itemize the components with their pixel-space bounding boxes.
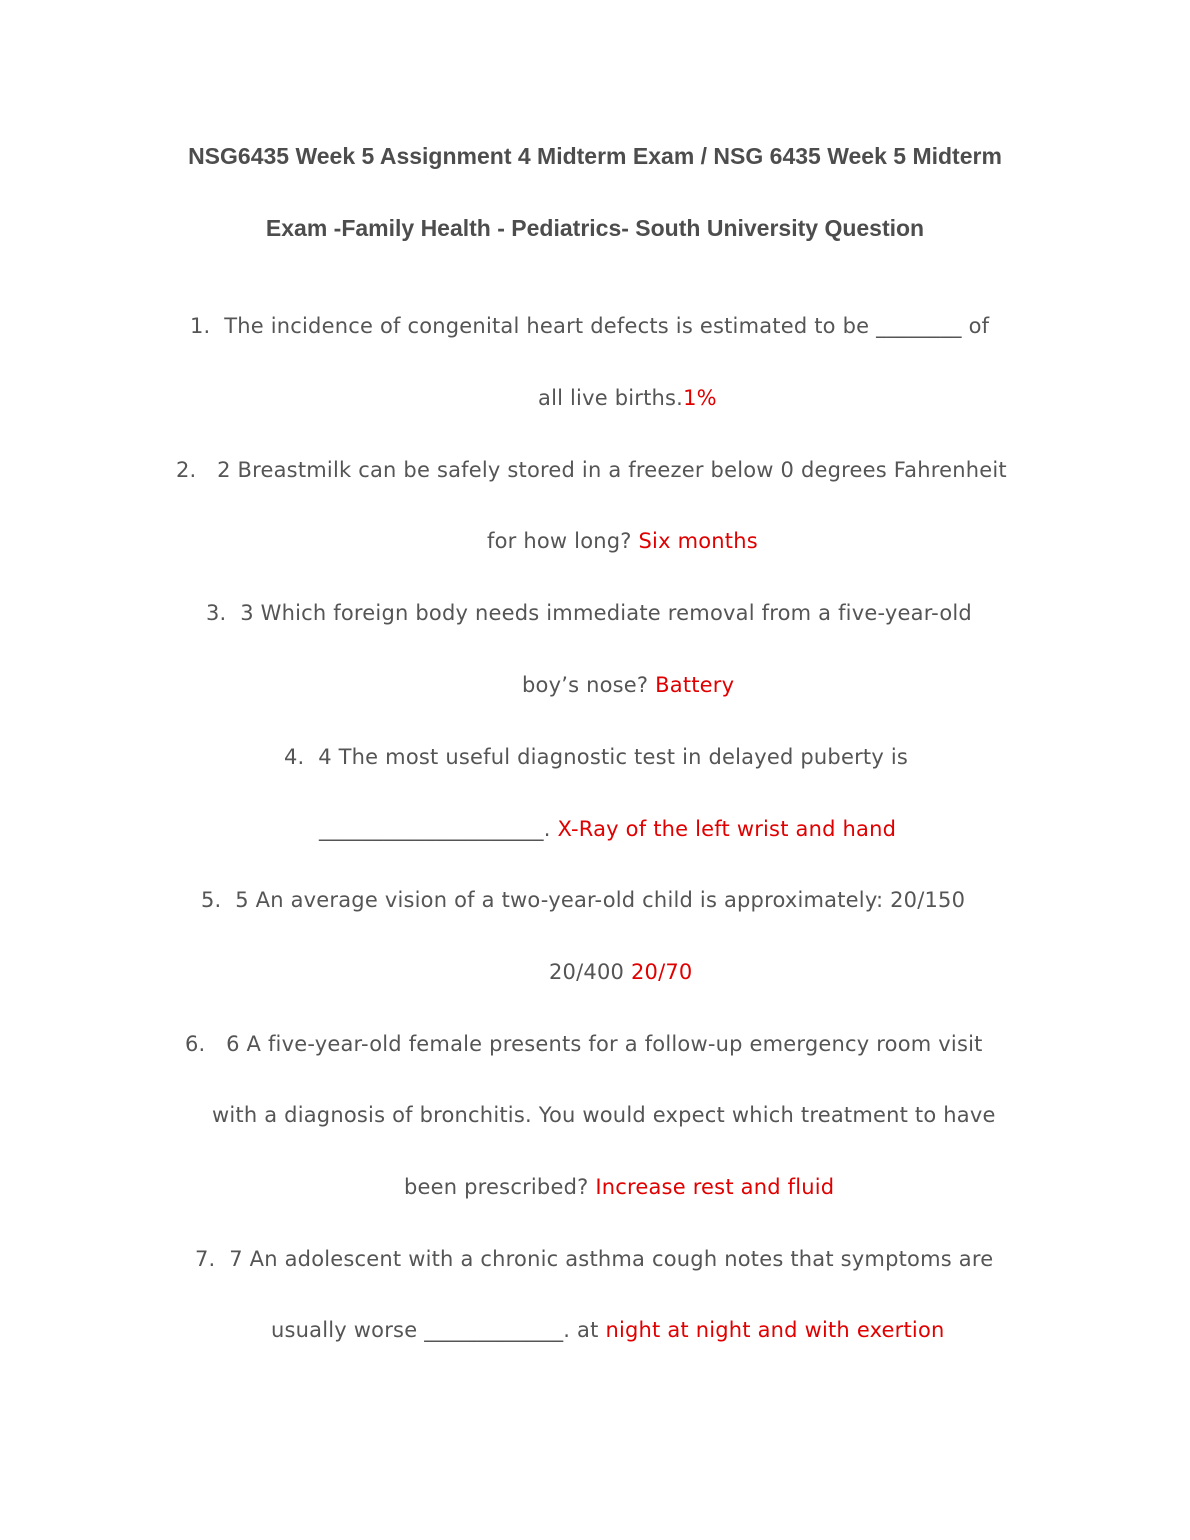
answer-text: Increase rest and fluid bbox=[595, 1175, 835, 1199]
question-text: all live births. bbox=[538, 386, 684, 410]
question-text: The incidence of congenital heart defects is estimated to be ________ of bbox=[224, 314, 990, 338]
question-text: 5 An average vision of a two-year-old child is approximately: 20/150 bbox=[235, 888, 966, 912]
answer-text: Six months bbox=[638, 529, 758, 553]
question-number: 4. bbox=[284, 745, 305, 769]
answer-text: X-Ray of the left wrist and hand bbox=[557, 817, 897, 841]
question-text: been prescribed? bbox=[404, 1175, 596, 1199]
question-6-line-3 bbox=[404, 1175, 834, 1199]
question-2-line-2 bbox=[487, 529, 758, 553]
question-3-line-1 bbox=[206, 601, 972, 625]
question-number: 6. bbox=[185, 1032, 206, 1056]
question-4-line-2 bbox=[319, 817, 896, 841]
answer-text: night at night and with exertion bbox=[605, 1318, 945, 1342]
question-text: 4 The most useful diagnostic test in delayed puberty is bbox=[318, 745, 909, 769]
question-text: 6 A five-year-old female presents for a follow-up emergency room visit bbox=[226, 1032, 983, 1056]
question-3-line-2 bbox=[522, 673, 734, 697]
question-5-line-1 bbox=[201, 888, 965, 912]
question-4-line-1 bbox=[284, 745, 908, 769]
question-number: 5. bbox=[201, 888, 222, 912]
question-6-line-2 bbox=[212, 1103, 996, 1127]
question-number: 7. bbox=[195, 1247, 216, 1271]
question-number: 3. bbox=[206, 601, 227, 625]
document-title-line-1: NSG6435 Week 5 Assignment 4 Midterm Exam / NSG 6435 Week 5 Midterm bbox=[188, 143, 1002, 169]
answer-text: 20/70 bbox=[630, 960, 693, 984]
answer-text: Battery bbox=[655, 673, 735, 697]
question-text: boy’s nose? bbox=[522, 673, 656, 697]
question-text: 7 An adolescent with a chronic asthma cough notes that symptoms are bbox=[229, 1247, 994, 1271]
question-1-line-2 bbox=[538, 386, 717, 410]
question-6-line-1 bbox=[185, 1032, 983, 1056]
question-text: 3 Which foreign body needs immediate removal from a five-year-old bbox=[240, 601, 972, 625]
question-text: with a diagnosis of bronchitis. You would expect which treatment to have bbox=[212, 1103, 996, 1127]
question-7-line-2 bbox=[271, 1318, 945, 1342]
document-title-line-2: Exam -Family Health - Pediatrics- South University Question bbox=[265, 215, 925, 241]
question-text: usually worse _____________. at bbox=[271, 1318, 606, 1342]
question-7-line-1 bbox=[195, 1247, 993, 1271]
question-text: _____________________. bbox=[319, 817, 558, 841]
question-2-line-1 bbox=[176, 458, 1007, 482]
question-5-line-2 bbox=[549, 960, 693, 984]
question-number: 2. bbox=[176, 458, 197, 482]
question-1-line-1 bbox=[190, 314, 989, 338]
question-number: 1. bbox=[190, 314, 211, 338]
question-text: 20/400 bbox=[549, 960, 631, 984]
answer-text: 1% bbox=[683, 386, 717, 410]
question-text: for how long? bbox=[487, 529, 639, 553]
question-text: 2 Breastmilk can be safely stored in a freezer below 0 degrees Fahrenheit bbox=[217, 458, 1007, 482]
